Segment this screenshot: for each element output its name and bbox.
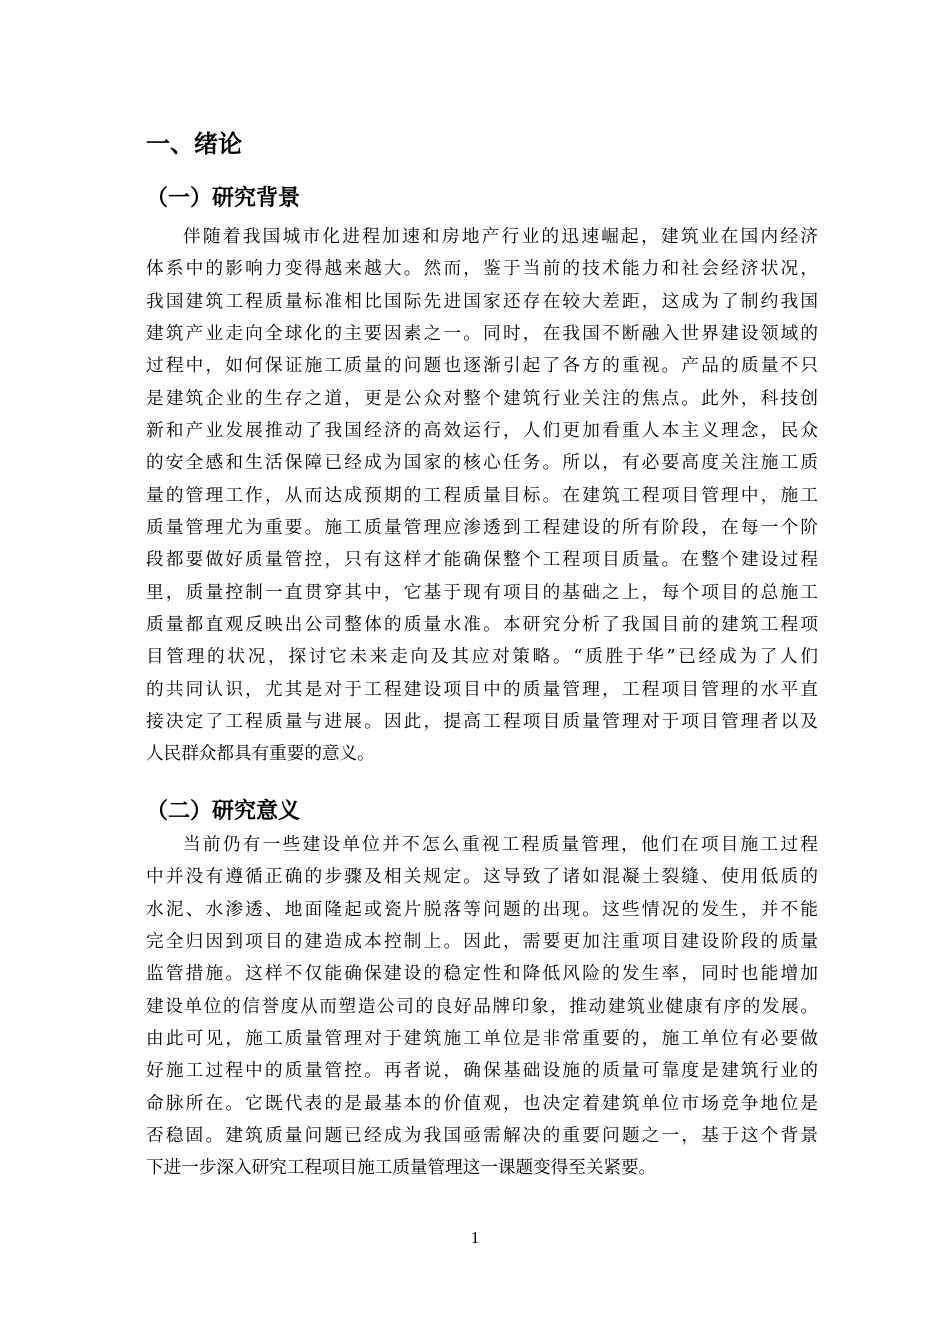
text-line: 质量都直观反映出公司整体的质量水准。本研究分析了我国目前的建筑工程项: [146, 614, 818, 635]
text-line: 建设单位的信誉度从而塑造公司的良好品牌印象，推动建筑业健康有序的发展。: [146, 996, 818, 1017]
text-line: 否稳固。建筑质量问题已经成为我国亟需解决的重要问题之一，基于这个背景: [146, 1125, 818, 1146]
text-line: 过程中，如何保证施工质量的问题也逐渐引起了各方的重视。产品的质量不只: [146, 356, 818, 377]
paragraph-significance: [146, 829, 818, 1185]
text-line: 段都要做好质量管控，只有这样才能确保整个工程项目质量。在整个建设过程: [146, 550, 818, 571]
text-line: 中并没有遵循正确的步骤及相关规定。这导致了诸如混凝土裂缝、使用低质的: [146, 867, 818, 888]
text-line: 接决定了工程质量与进展。因此，提高工程项目质量管理对于项目管理者以及: [146, 711, 818, 732]
text-line: 由此可见，施工质量管理对于建筑施工单位是非常重要的，施工单位有必要做: [146, 1028, 818, 1049]
text-line: 人民群众都具有重要的意义。: [146, 744, 375, 765]
text-line: 量的管理工作，从而达成预期的工程质量目标。在建筑工程项目管理中，施工: [146, 485, 818, 506]
text-line: 完全归因到项目的建造成本控制上。因此，需要更加注重项目建设阶段的质量: [146, 931, 818, 952]
text-line: 的共同认识，尤其是对于工程建设项目中的质量管理，工程项目管理的水平直: [146, 679, 818, 700]
text-line: 伴随着我国城市化进程加速和房地产行业的迅速崛起，建筑业在国内经济: [183, 227, 818, 247]
text-line: 建筑产业走向全球化的主要因素之一。同时，在我国不断融入世界建设领域的: [146, 323, 818, 344]
paragraph-background: [146, 221, 818, 771]
text-line: 体系中的影响力变得越来越大。然而，鉴于当前的技术能力和社会经济状况，: [146, 259, 818, 280]
text-line: 监管措施。这样不仅能确保建设的稳定性和降低风险的发生率，同时也能增加: [146, 964, 818, 985]
text-line: 下进一步深入研究工程项目施工质量管理这一课题变得至关紧要。: [146, 1158, 657, 1179]
text-line: 里，质量控制一直贯穿其中，它基于现有项目的基础之上，每个项目的总施工: [146, 582, 818, 603]
text-line: 新和产业发展推动了我国经济的高效运行，人们更加看重人本主义理念，民众: [146, 420, 818, 441]
page-number: 1: [470, 1228, 480, 1247]
section-heading-background: （一）研究背景: [146, 186, 301, 211]
text-line: 我国建筑工程质量标准相比国际先进国家还存在较大差距，这成为了制约我国: [146, 291, 818, 312]
text-line: 的安全感和生活保障已经成为国家的核心任务。所以，有必要高度关注施工质: [146, 453, 818, 474]
text-line: 命脉所在。它既代表的是最基本的价值观，也决定着建筑单位市场竞争地位是: [146, 1093, 818, 1114]
text-line: 好施工过程中的质量管控。再者说，确保基础设施的质量可靠度是建筑行业的: [146, 1061, 818, 1082]
text-line: 水泥、水渗透、地面隆起或瓷片脱落等问题的出现。这些情况的发生，并不能: [146, 899, 818, 920]
text-line: 是建筑企业的生存之道，更是公众对整个建筑行业关注的焦点。此外，科技创: [146, 388, 818, 409]
text-line: 质量管理尤为重要。施工质量管理应渗透到工程建设的所有阶段，在每一个阶: [146, 517, 818, 538]
chapter-heading: 一、绪论: [146, 130, 242, 158]
section-heading-significance: （二）研究意义: [146, 799, 301, 824]
text-line: 目管理的状况，探讨它未来走向及其应对策略。“质胜于华”已经成为了人们: [146, 647, 818, 668]
text-line: 当前仍有一些建设单位并不怎么重视工程质量管理，他们在项目施工过程: [183, 835, 818, 855]
